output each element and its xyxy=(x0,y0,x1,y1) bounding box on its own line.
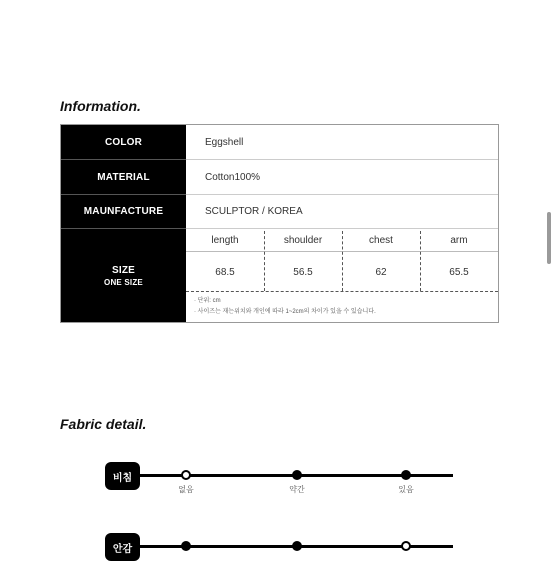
size-label: SIZE xyxy=(111,264,136,276)
size-label-cell xyxy=(61,229,186,322)
fabric-option-slight-label: 약간 xyxy=(289,485,305,494)
size-column-divider xyxy=(342,231,343,291)
size-value-chest: 62 xyxy=(375,267,387,278)
material-label: MATERIAL xyxy=(97,171,150,183)
size-value-shoulder: 56.5 xyxy=(293,267,313,278)
manufacture-label: MAUNFACTURE xyxy=(83,206,164,217)
size-column-divider xyxy=(264,231,265,291)
size-column-length: length xyxy=(211,234,239,246)
manufacture-value: SCULPTOR / KOREA xyxy=(205,206,303,217)
fabric-option-yes-dot xyxy=(401,470,411,480)
fabric-option-none-label: 없음 xyxy=(178,485,194,494)
size-notes-divider xyxy=(186,291,498,292)
fabric-label-see-through: 비침 xyxy=(105,462,140,490)
scrollbar-thumb[interactable] xyxy=(547,212,551,264)
fabric-option-yes-dot xyxy=(401,541,411,551)
fabric-option-slight-dot xyxy=(292,541,302,551)
fabric-option-yes-label: 있음 xyxy=(398,485,414,494)
fabric-row-lining xyxy=(0,530,555,570)
size-note-variance: · 사이즈는 재는위치와 개인에 따라 1~2cm의 차이가 있을 수 있습니다. xyxy=(194,309,376,315)
size-value-length: 68.5 xyxy=(215,267,235,278)
size-column-arm: arm xyxy=(450,234,468,246)
manufacture-label-cell xyxy=(61,195,186,228)
information-title: Information. xyxy=(60,98,141,114)
size-note-unit: · 단위: cm xyxy=(194,298,221,304)
fabric-option-slight-dot xyxy=(292,470,302,480)
size-column-shoulder: shoulder xyxy=(283,234,323,246)
fabric-detail-title: Fabric detail. xyxy=(60,416,147,432)
fabric-row-see-through xyxy=(0,456,555,496)
fabric-option-none-dot xyxy=(181,470,191,480)
size-value-arm: 65.5 xyxy=(449,267,469,278)
material-label-cell xyxy=(61,160,186,194)
size-notes xyxy=(194,296,376,318)
material-value: Cotton100% xyxy=(205,171,261,183)
color-label-cell xyxy=(61,125,186,159)
color-value: Eggshell xyxy=(205,136,244,148)
fabric-option-none-dot xyxy=(181,541,191,551)
size-sublabel: ONE SIZE xyxy=(104,277,143,287)
size-column-chest: chest xyxy=(369,234,393,246)
information-table xyxy=(60,124,499,323)
fabric-label-lining: 안감 xyxy=(105,533,140,561)
color-label: COLOR xyxy=(104,136,143,148)
size-column-divider xyxy=(420,231,421,291)
